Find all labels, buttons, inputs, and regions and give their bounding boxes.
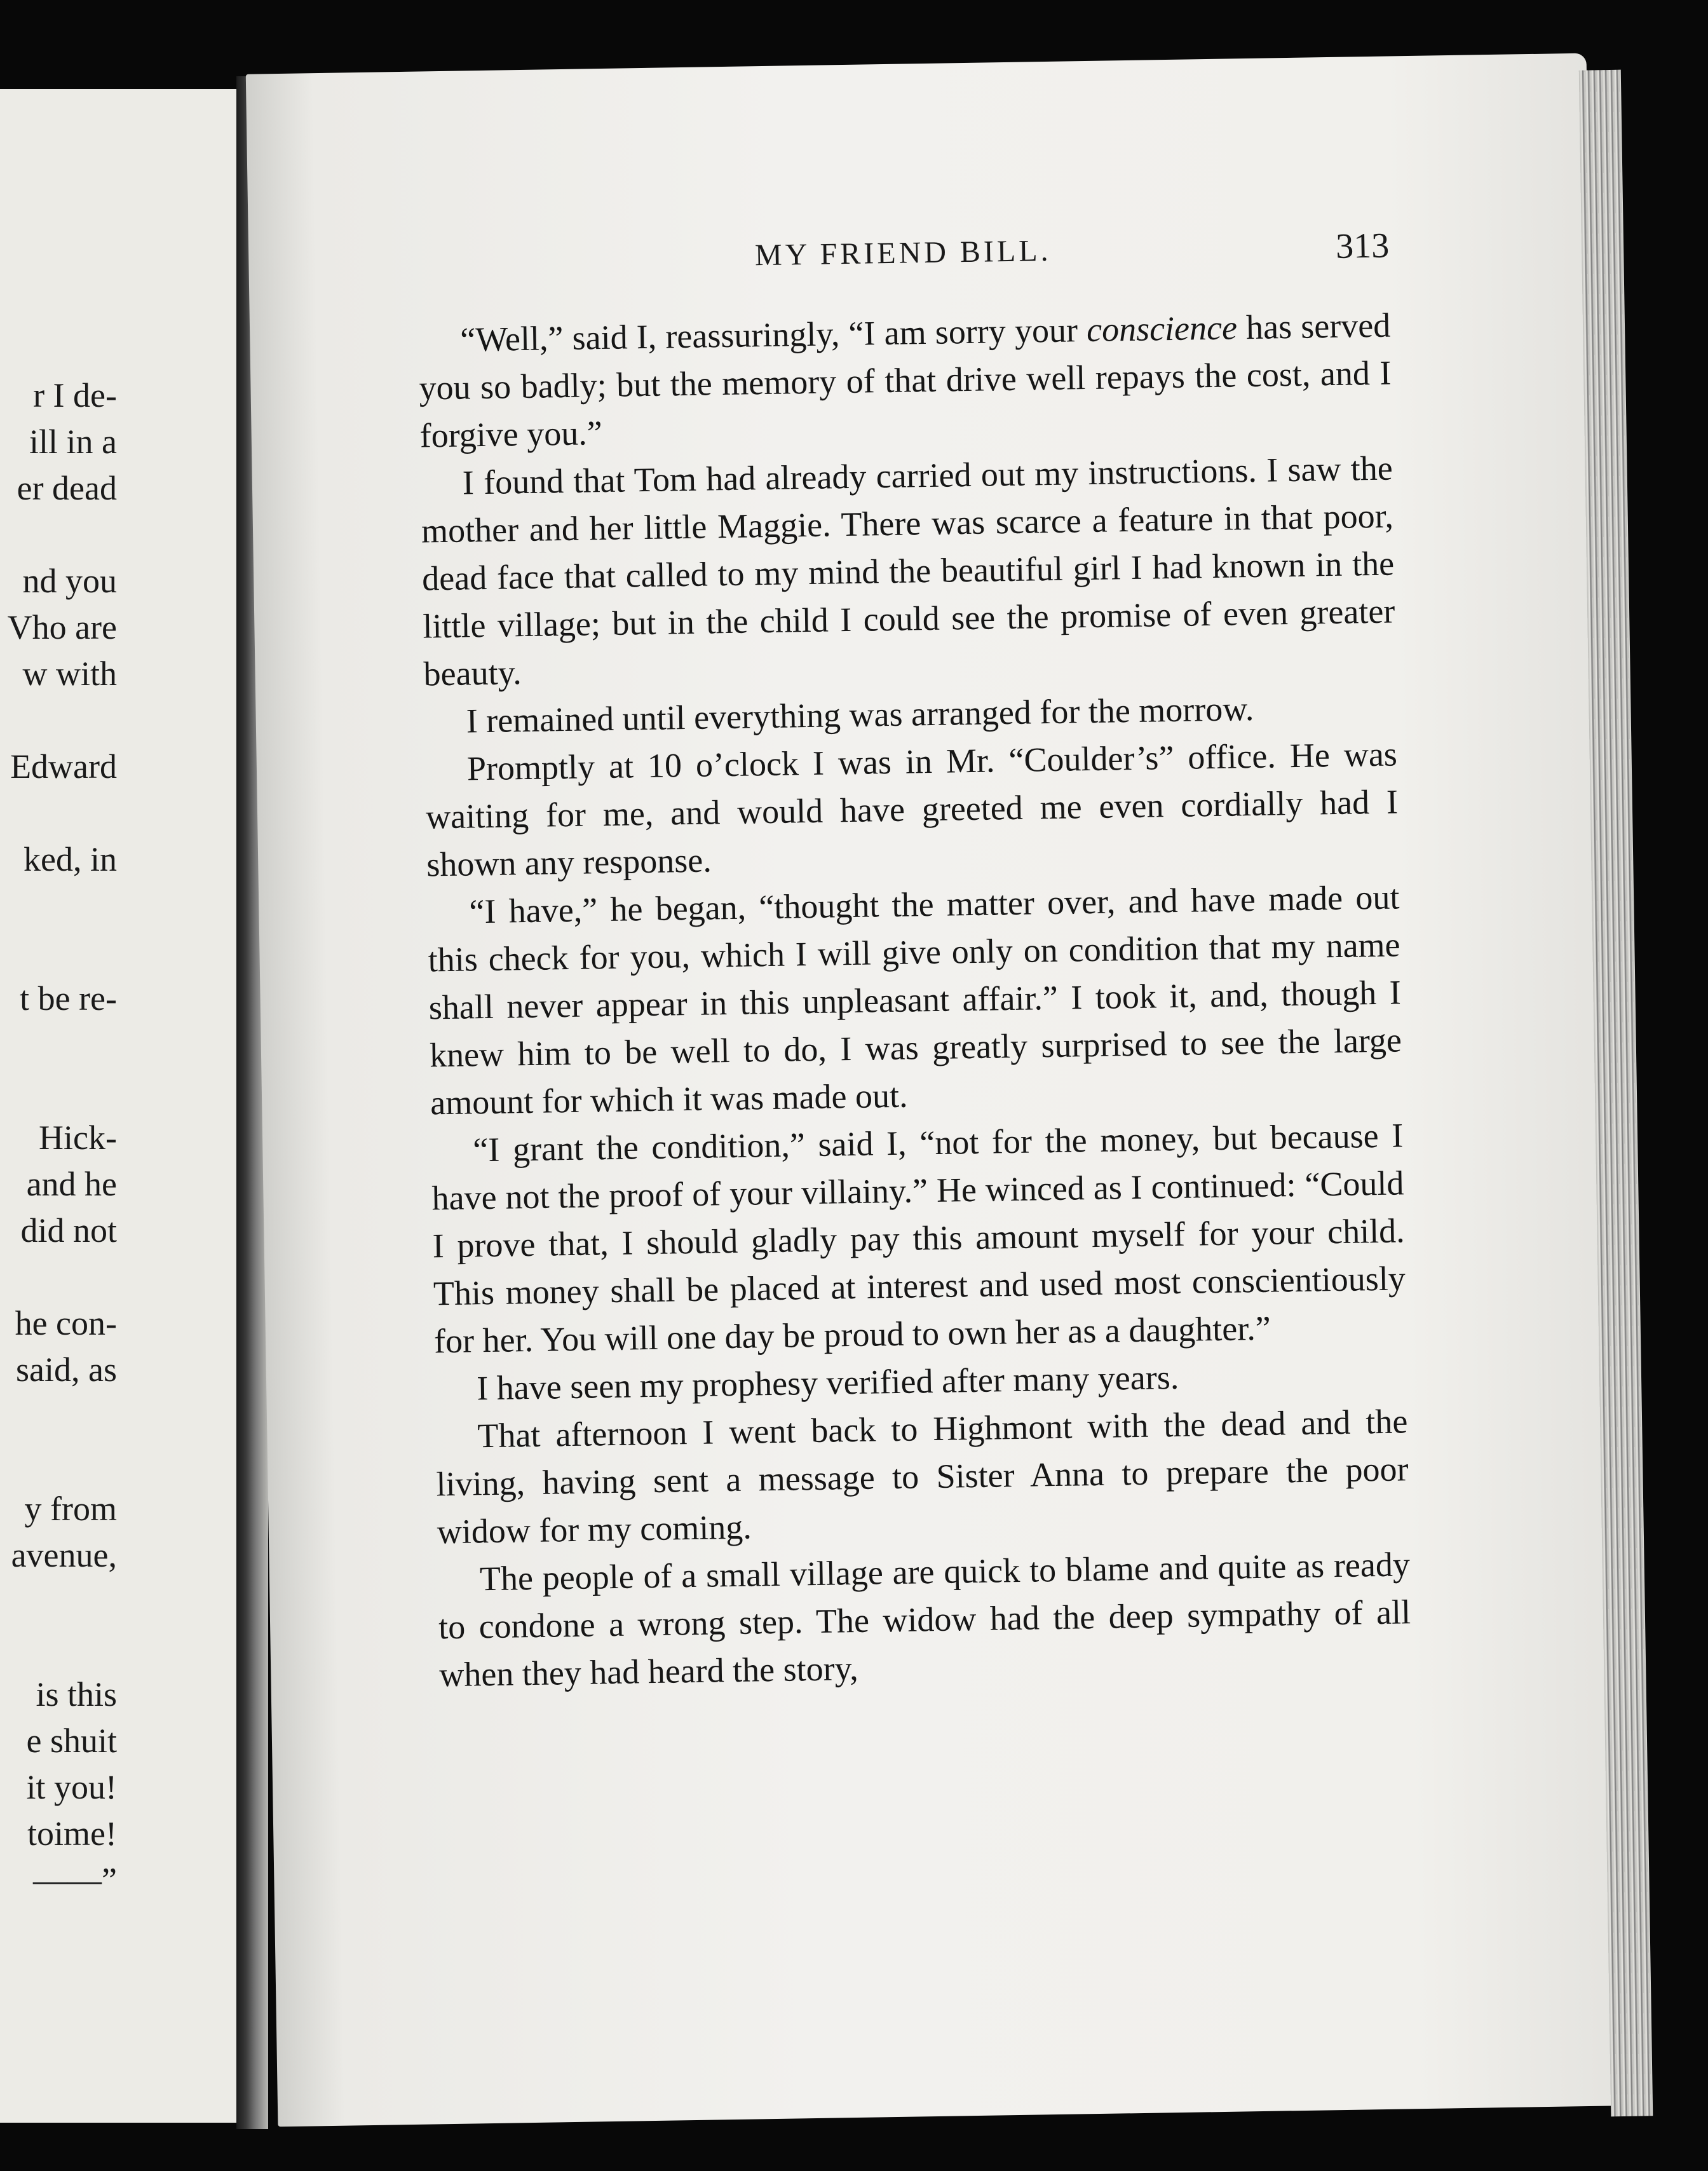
left-page-line: avenue, <box>11 1536 117 1574</box>
running-title: MY FRIEND BILL. <box>754 233 1052 273</box>
left-page-line: is this <box>36 1675 117 1713</box>
left-page-line: toime! <box>27 1814 117 1853</box>
left-page-line: it you! <box>26 1768 117 1806</box>
paragraph-text: has served you so badly; but the memory of that drive well repays the cost, and I forgive you.” <box>419 306 1392 455</box>
paragraph-text: “Well,” said I, reassuringly, “I am sorry your <box>459 311 1087 359</box>
left-page-line: er dead <box>17 469 117 507</box>
paragraph: “I have,” he began, “thought the matter over, and have made out this check for you, which I will give only on condition that my name shall never appear in this unpleasant affair.” I took it, and, though I knew him to be well to do, I was greatly surprised to see the large amount for which it was made out. <box>428 878 1402 1122</box>
paragraph: I have seen my prophesy verified after many years. <box>476 1358 1179 1408</box>
left-page-line: said, as <box>16 1351 117 1389</box>
right-page <box>246 53 1618 2127</box>
left-page-line: Hick- <box>39 1119 117 1157</box>
paragraph: I found that Tom had already carried out my instructions. I saw the mother and her little Maggie. There was scarce a feature in that poor, dead face that called to my mind the beautiful girl I had known in the little village; but in the child I could see the promise of even greater beauty. <box>421 449 1395 693</box>
page-number: 313 <box>1335 226 1390 266</box>
left-page-line: ill in a <box>29 423 117 461</box>
running-head <box>417 228 1390 294</box>
page-content <box>417 228 1412 1699</box>
paragraph: The people of a small village are quick to blame and quite as ready to condone a wrong step. The widow had the deep sympathy of all when they had heard the story, <box>438 1545 1411 1694</box>
paragraph: “I grant the condition,” said I, “not for the money, but because I have not the proof of your villainy.” He winced as I continued: “Could I prove that, I should gladly pay this amount myself for your child. This money shall be placed at interest and used most conscientiously for her. You will one day be proud to own her as a daughter.” <box>431 1116 1406 1361</box>
paragraph: That afternoon I went back to Highmont with the dead and the living, having sent a message to Sister Anna to prepare the poor widow for my coming. <box>436 1402 1409 1551</box>
paragraph: I remained until everything was arranged for the morrow. <box>466 689 1254 740</box>
left-page-line: ked, in <box>24 840 117 878</box>
left-page-line: ——” <box>33 1861 117 1899</box>
left-page-line: and he <box>26 1165 117 1203</box>
paragraph <box>418 302 1392 460</box>
left-page-line: Edward <box>10 747 117 786</box>
paragraph: Promptly at 10 o’clock I was in Mr. “Coulder’s” office. He was waiting for me, and would have greeted me even cordially had I shown any response. <box>425 735 1399 884</box>
left-page-line: w with <box>22 655 117 693</box>
left-page-line: nd you <box>22 562 117 600</box>
left-page-line: t be re- <box>20 979 117 1017</box>
left-page-line: Vho are <box>7 608 117 646</box>
left-page-line: r I de- <box>33 376 117 414</box>
left-page-line: he con- <box>15 1304 117 1342</box>
body-text <box>418 302 1412 1699</box>
left-facing-page <box>0 89 236 2123</box>
left-page-line: e shuit <box>26 1722 117 1760</box>
italic-word: conscience <box>1086 308 1238 350</box>
left-page-line: y from <box>24 1490 117 1528</box>
left-page-line: did not <box>20 1211 117 1249</box>
